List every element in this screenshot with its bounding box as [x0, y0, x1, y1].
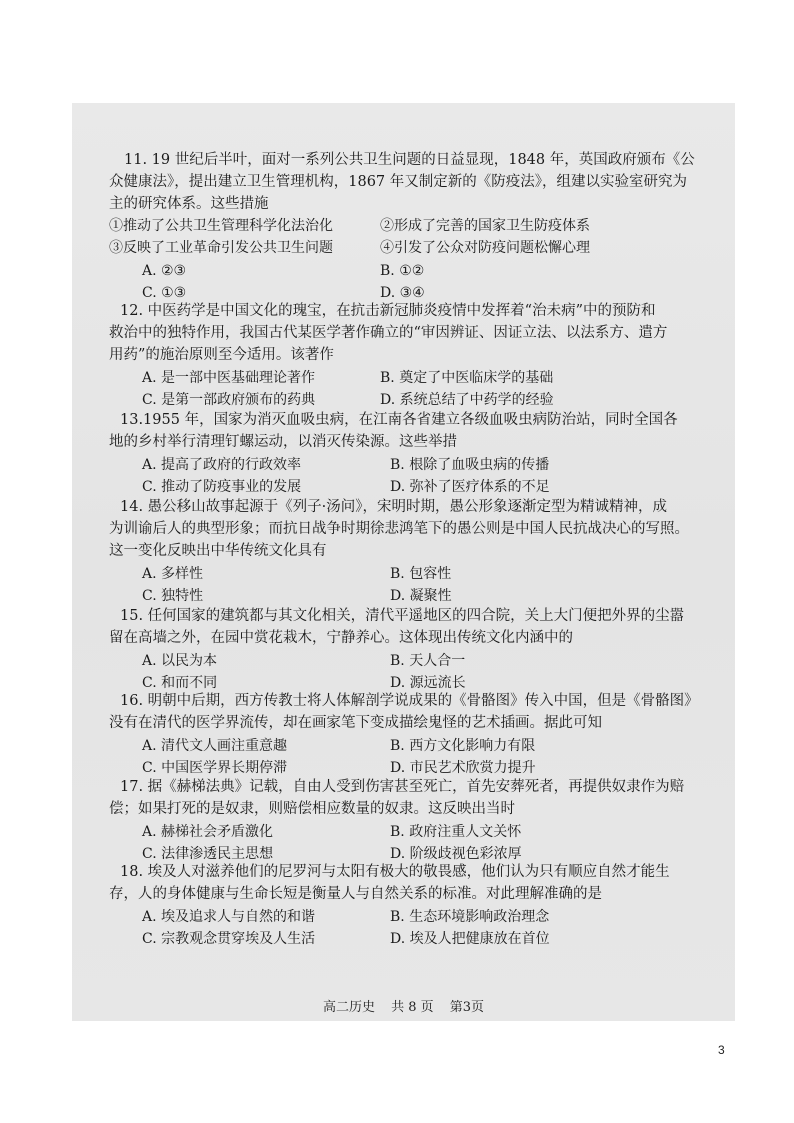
option-d: D. 凝聚性 [390, 588, 452, 604]
question-stem-line: 没有在清代的医学界流传，却在画家笔下变成描绘鬼怪的艺术插画。据此可知 [109, 715, 602, 731]
statement-2: ②形成了完善的国家卫生防疫体系 [380, 218, 590, 234]
question-stem-line: 地的乡村举行清理钉螺运动，以消灭传染源。这些举措 [109, 434, 457, 450]
statement-4: ④引发了公众对防疫问题松懈心理 [380, 240, 590, 256]
page-number: 3 [718, 1043, 725, 1057]
option-a: A. ②③ [142, 263, 187, 279]
option-d: D. 弥补了医疗体系的不足 [390, 479, 550, 495]
option-a: A. 以民为本 [142, 653, 218, 669]
option-d: D. 市民艺术欣赏力提升 [390, 760, 536, 776]
option-a: A. 是一部中医基础理论著作 [142, 370, 316, 386]
option-d: D. 源远流长 [390, 675, 466, 691]
question-stem-line: 这一变化反映出中华传统文化具有 [109, 543, 327, 559]
question-stem-line: 主的研究体系。这些措施 [109, 196, 269, 212]
footer-subject: 高二历史 [322, 1000, 375, 1015]
option-b: B. 生态环境影响政治理念 [390, 909, 550, 925]
statement-3: ③反映了工业革命引发公共卫生问题 [109, 240, 333, 256]
question-stem-line: 用药”的施治原则至今适用。该著作 [109, 347, 334, 363]
question-stem-line: 为训谕后人的典型形象；而抗日战争时期徐悲鸿笔下的愚公则是中国人民抗战决心的写照。 [109, 521, 689, 537]
option-c: C. 中国医学界长期停滞 [142, 760, 288, 776]
question-stem-line: 13.1955 年，国家为消灭血吸虫病，在江南各省建立各级血吸虫病防治站，同时全国各 [120, 412, 678, 428]
option-a: A. 清代文人画注重意趣 [142, 738, 288, 754]
question-stem-line: 众健康法》，提出建立卫生管理机构，1867 年又制定新的《防疫法》，组建以实验室研究为 [109, 174, 688, 190]
option-d: D. 阶级歧视色彩浓厚 [390, 846, 522, 862]
option-b: B. 西方文化影响力有限 [390, 738, 536, 754]
option-c: C. 是第一部政府颁布的药典 [142, 392, 316, 408]
question-stem-line: 救治中的独特作用，我国古代某医学著作确立的“审因辨证、因证立法、以法系方、遣方 [109, 325, 668, 341]
question-stem-line: 16. 明朝中后期，西方传教士将人体解剖学说成果的《骨骼图》传入中国，但是《骨骼图》 [120, 693, 699, 709]
option-b: B. 根除了血吸虫病的传播 [390, 457, 550, 473]
option-b: B. ①② [380, 263, 425, 279]
question-stem-line: 17. 据《赫梯法典》记载，自由人受到伤害甚至死亡，首先安葬死者，再提供奴隶作为赔 [120, 779, 685, 795]
question-stem-line: 14. 愚公移山故事起源于《列子·汤问》，宋明时期，愚公形象逐渐定型为精诚精神，成 [120, 499, 668, 515]
option-c: C. 推动了防疫事业的发展 [142, 479, 302, 495]
question-stem-line: 15. 任何国家的建筑都与其文化相关，清代平遥地区的四合院，关上大门便把外界的尘嚣 [120, 608, 685, 624]
option-b: B. 政府注重人文关怀 [390, 824, 522, 840]
question-stem-line: 11. 19 世纪后半叶，面对一系列公共卫生问题的日益显现，1848 年，英国政府颁布《公 [124, 152, 695, 168]
option-c: C. 和而不同 [142, 675, 218, 691]
footer-page: 第3页 [449, 1000, 485, 1015]
question-stem-line: 12. 中医药学是中国文化的瑰宝，在抗击新冠肺炎疫情中发挥着“治未病”中的预防和 [120, 303, 656, 319]
option-c: C. ①③ [142, 285, 187, 301]
question-stem-line: 存，人的身体健康与生命长短是衡量人与自然关系的标准。对此理解准确的是 [109, 886, 602, 902]
option-d: D. ③④ [380, 285, 425, 301]
option-c: C. 独特性 [142, 588, 204, 604]
option-c: C. 法律渗透民主思想 [142, 846, 274, 862]
option-b: B. 奠定了中医临床学的基础 [380, 370, 554, 386]
option-b: B. 天人合一 [390, 653, 466, 669]
option-b: B. 包容性 [390, 566, 452, 582]
option-d: D. 埃及人把健康放在首位 [390, 931, 550, 947]
option-a: A. 赫梯社会矛盾激化 [142, 824, 274, 840]
question-stem-line: 留在高墙之外，在园中赏花栽木，宁静养心。这体现出传统文化内涵中的 [109, 630, 573, 646]
footer-total-pages: 共 8 页 [391, 1000, 434, 1015]
question-stem-line: 偿；如果打死的是奴隶，则赔偿相应数量的奴隶。这反映出当时 [109, 801, 515, 817]
option-a: A. 埃及追求人与自然的和谐 [142, 909, 316, 925]
scanned-exam-page [72, 103, 735, 1021]
option-a: A. 多样性 [142, 566, 204, 582]
statement-1: ①推动了公共卫生管理科学化法治化 [109, 218, 333, 234]
exam-footer [72, 996, 735, 1015]
option-c: C. 宗教观念贯穿埃及人生活 [142, 931, 316, 947]
option-d: D. 系统总结了中药学的经验 [380, 392, 554, 408]
question-stem-line: 18. 埃及人对滋养他们的尼罗河与太阳有极大的敬畏感，他们认为只有顺应自然才能生 [120, 864, 670, 880]
option-a: A. 提高了政府的行政效率 [142, 457, 302, 473]
